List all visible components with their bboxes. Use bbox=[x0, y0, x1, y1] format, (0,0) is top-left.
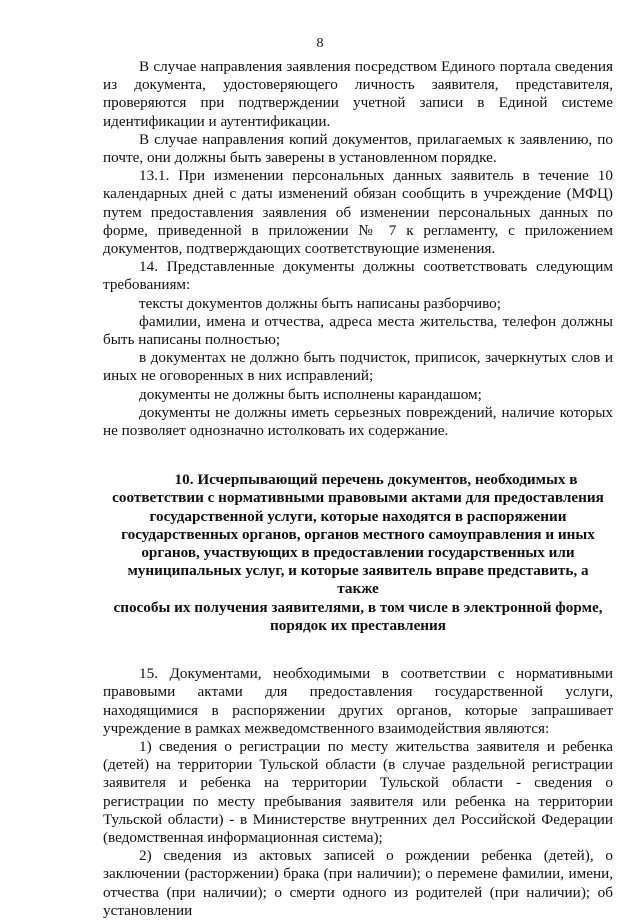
requirement-no-corrections: в документах не должно быть подчисток, приписок, зачеркнутых слов и иных не оговоренных в них исправлений; bbox=[103, 349, 613, 385]
heading-line: государственной услуги, которые находятся в распоряжении bbox=[149, 507, 567, 525]
paragraph-14-requirements: 14. Представленные документы должны соответствовать следующим требованиям: bbox=[103, 258, 613, 294]
requirement-full-names: фамилии, имена и отчества, адреса места жительства, телефон должны быть написаны полностью; bbox=[103, 312, 613, 349]
paragraph-15-interagency-documents: 15. Документами, необходимыми в соответствии с нормативными правовыми актами для предоставления государственной услуги, находящимися в распоряжении других органов, которые запрашивает учреждение в рамках межведомственного взаимодействия являются: bbox=[103, 665, 613, 737]
heading-line: государственных органов, органов местного самоуправления и иных bbox=[121, 525, 595, 543]
heading-line: способы их получения заявителями, в том числе в электронной форме, bbox=[113, 598, 603, 616]
heading-line: органов, участвующих в предоставлении государственных или bbox=[141, 544, 575, 562]
paragraph-13-1-personal-data-change: 13.1. При изменении персональных данных заявитель в течение 10 календарных дней с даты изменений обязан сообщить в учреждение (МФЦ) путем предоставления заявления об изменении персональных данных по форме, приведенной в приложении № 7 к регламенту, с приложением документов, подтверждающих соответствующие изменения. bbox=[103, 167, 613, 258]
page-number: 8 bbox=[316, 36, 324, 51]
list-item-civil-records: 2) сведения из актовых записей о рождении ребенка (детей), о заключении (расторжении) брака (при наличии); о перемене фамилии, имени, отчества (при наличии); о смерти одного из родителей (при наличии); об установлении bbox=[103, 847, 613, 919]
requirement-legible: тексты документов должны быть написаны разборчиво; bbox=[139, 294, 501, 312]
paragraph-epgu-verification: В случае направления заявления посредством Единого портала сведения из документа, удостоверяющего личность заявителя, представителя, проверяются при подтверждении учетной записи в Единой системе идентификации и аутентификации. bbox=[103, 58, 613, 130]
requirement-no-pencil: документы не должны быть исполнены карандашом; bbox=[139, 385, 482, 403]
heading-line: 10. Исчерпывающий перечень документов, необходимых в bbox=[174, 471, 578, 489]
heading-line: муниципальных услуг, и которые заявитель вправе представить, а также bbox=[127, 562, 589, 598]
heading-line: соответствии с нормативными правовыми актами для предоставления bbox=[112, 489, 604, 507]
paragraph-postal-copies: В случае направления копий документов, прилагаемых к заявлению, по почте, они должны быть заверены в установленном порядке. bbox=[103, 130, 613, 167]
list-item-registration-info: 1) сведения о регистрации по месту жительства заявителя и ребенка (детей) на территории Тульской области (в случае раздельной регистрации заявителя и ребенка на территории Тульской области - сведения о регистрации по месту пребывания заявителя или ребенка на территории Тульской области) - в Министерстве внутренних дел Российской Федерации (ведомственная информационная система); bbox=[103, 737, 613, 846]
section-10-heading bbox=[103, 471, 613, 635]
document-body bbox=[103, 58, 613, 920]
requirement-no-damage: документы не должны иметь серьезных повреждений, наличие которых не позволяет однозначно истолковать их содержание. bbox=[103, 403, 613, 440]
heading-line: порядок их преставления bbox=[269, 616, 447, 634]
